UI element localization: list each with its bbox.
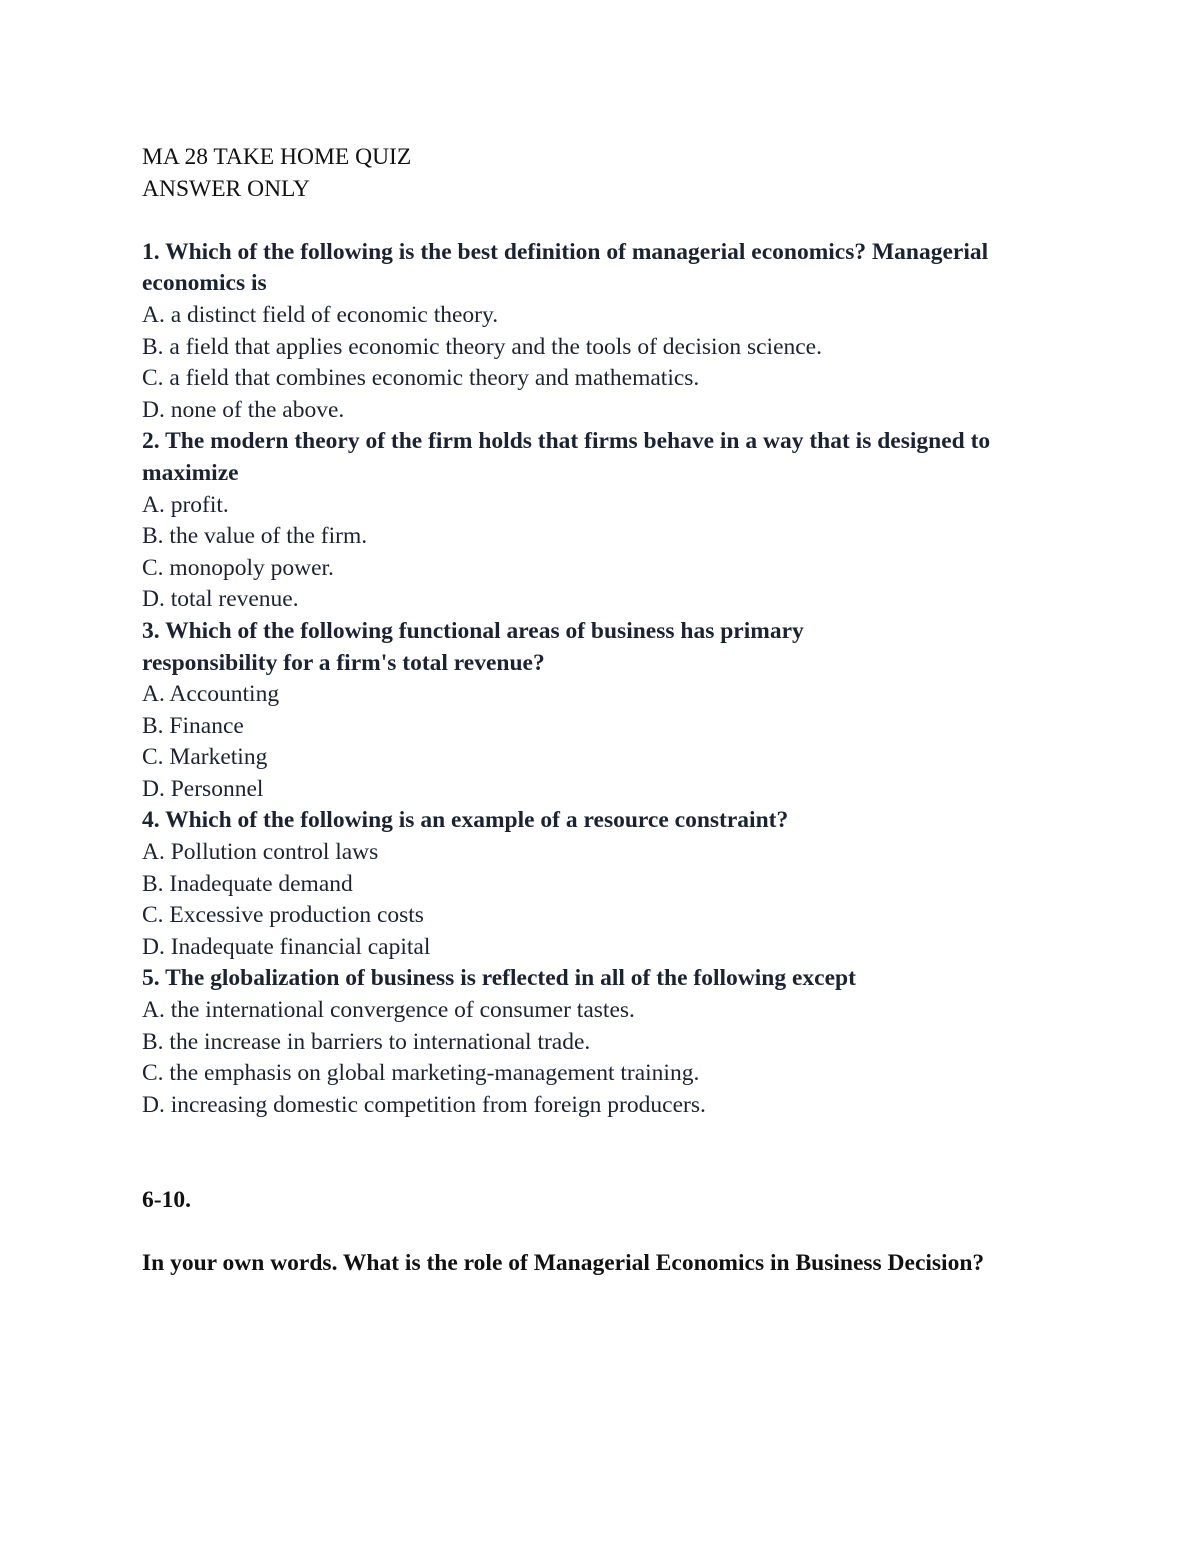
option-d: D. increasing domestic competition from foreign producers. (142, 1091, 706, 1118)
question-5 (142, 963, 1042, 1121)
option-c: C. Excessive production costs (142, 902, 424, 929)
question-4 (142, 805, 1042, 963)
quiz-subtitle: ANSWER ONLY (142, 175, 311, 202)
question-1 (142, 237, 1042, 427)
question-text: 4. Which of the following is an example of a resource constraint? (142, 807, 789, 834)
question-3 (142, 616, 1042, 806)
question-text: 5. The globalization of business is reflected in all of the following except (142, 965, 856, 992)
option-d: D. Inadequate financial capital (142, 933, 431, 960)
spacer (142, 1121, 1042, 1153)
essay-prompt: In your own words. What is the role of Managerial Economics in Business Decision? (142, 1249, 985, 1276)
option-b: B. a field that applies economic theory and the tools of decision science. (142, 333, 822, 360)
spacer (142, 1153, 1042, 1185)
option-c: C. monopoly power. (142, 554, 334, 581)
spacer (142, 1216, 1042, 1248)
question-2 (142, 426, 1042, 616)
question-text: 3. Which of the following functional areas of business has primary responsibility for a firm's total revenue? (142, 617, 804, 676)
option-d: D. total revenue. (142, 586, 299, 613)
essay-range: 6-10. (142, 1186, 191, 1213)
option-a: A. the international convergence of consumer tastes. (142, 997, 635, 1024)
quiz-title: MA 28 TAKE HOME QUIZ (142, 144, 412, 170)
option-b: B. the value of the firm. (142, 523, 368, 550)
question-text: 1. Which of the following is the best definition of managerial economics? Managerial economics is (142, 238, 989, 297)
option-a: A. Accounting (142, 681, 280, 708)
option-b: B. Finance (142, 712, 244, 739)
question-text: 2. The modern theory of the firm holds that firms behave in a way that is designed to maximize (142, 428, 991, 486)
option-c: C. Marketing (142, 744, 268, 771)
option-a: A. profit. (142, 491, 229, 518)
option-a: A. a distinct field of economic theory. (142, 301, 499, 328)
document-page (142, 142, 1042, 1279)
option-d: D. Personnel (142, 775, 264, 802)
option-c: C. a field that combines economic theory and mathematics. (142, 365, 700, 392)
option-c: C. the emphasis on global marketing-management training. (142, 1060, 700, 1087)
option-b: B. Inadequate demand (142, 870, 353, 897)
option-a: A. Pollution control laws (142, 839, 379, 866)
spacer (142, 205, 1042, 237)
option-b: B. the increase in barriers to international trade. (142, 1028, 591, 1055)
option-d: D. none of the above. (142, 396, 345, 423)
